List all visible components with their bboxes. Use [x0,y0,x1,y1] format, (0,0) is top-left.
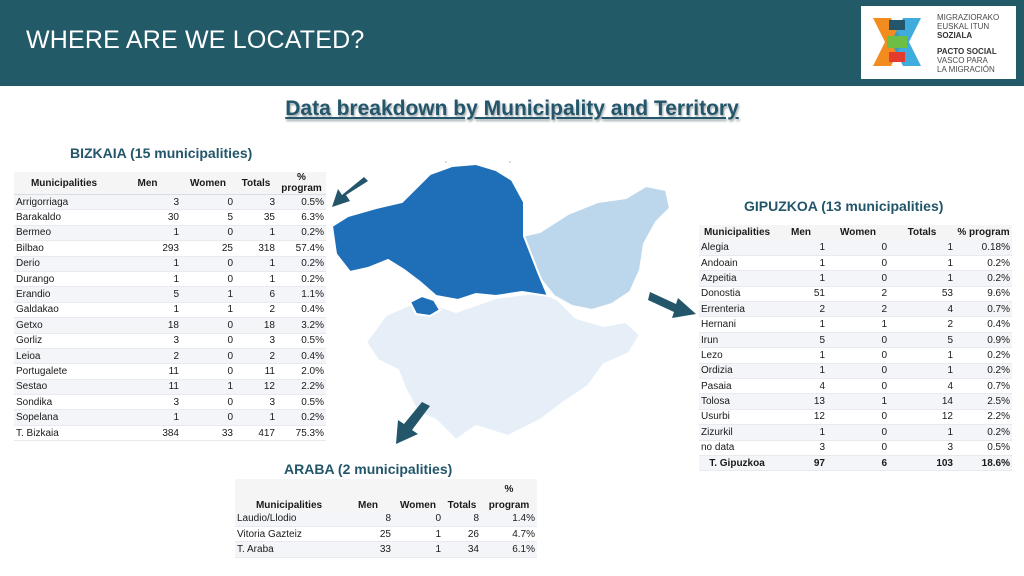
value-cell: 1 [775,255,827,270]
value-cell: 1 [889,240,955,255]
value-cell: 0 [181,348,235,363]
value-cell: 33 [343,542,393,557]
municipality-cell: Andoain [699,255,775,270]
table-row [235,511,537,526]
column-header: Men [775,225,827,240]
municipality-cell: Usurbi [699,409,775,424]
value-cell: 11 [114,379,181,394]
value-cell: 4 [775,379,827,394]
value-cell: 1 [889,255,955,270]
value-cell: 26 [443,526,481,541]
orduna-enclave [410,296,440,316]
municipality-cell: T. Gipuzkoa [699,455,775,470]
value-cell: 2 [827,302,889,317]
value-cell: 5 [889,332,955,347]
value-cell: 18 [235,318,277,333]
value-cell: 3 [114,333,181,348]
table-row [14,379,326,394]
value-cell: 318 [235,241,277,256]
value-cell: 6.1% [481,542,537,557]
table-row [14,302,326,317]
logo [861,6,1016,79]
municipality-cell: Portugalete [14,364,114,379]
table-row [14,395,326,410]
municipality-cell: Galdakao [14,302,114,317]
table-row [235,526,537,541]
value-cell: 0 [827,240,889,255]
value-cell: 18.6% [955,455,1012,470]
value-cell: 1 [889,363,955,378]
value-cell: 3 [114,195,181,210]
value-cell: 0.18% [955,240,1012,255]
value-cell: 75.3% [277,425,326,440]
logo-line-4: PACTO SOCIAL [937,47,997,56]
value-cell: 0 [181,318,235,333]
value-cell: 0 [827,409,889,424]
table-header-row [699,225,1012,240]
value-cell: 3 [889,440,955,455]
table-row [699,286,1012,301]
value-cell: 14 [889,394,955,409]
value-cell: 6 [827,455,889,470]
column-header: Women [393,495,443,511]
value-cell: 0.2% [955,425,1012,440]
column-header: Municipalities [699,225,775,240]
value-cell: 33 [181,425,235,440]
column-header: Municipalities [14,172,114,195]
value-cell: 1 [827,394,889,409]
table-row [235,542,537,557]
column-header: Men [343,495,393,511]
logo-line-3: SOZIALA [937,31,973,40]
table-row [699,317,1012,332]
value-cell: 2 [114,348,181,363]
table-row [699,271,1012,286]
municipality-cell: Vitoria Gazteiz [235,526,343,541]
value-cell: 5 [775,332,827,347]
value-cell: 0 [181,195,235,210]
column-header: Totals [235,172,277,195]
value-cell: 3 [235,395,277,410]
column-header: Totals [889,225,955,240]
value-cell: 18 [114,318,181,333]
value-cell: 0.4% [277,348,326,363]
value-cell: 0.7% [955,379,1012,394]
municipality-cell: T. Araba [235,542,343,557]
value-cell: 2 [775,302,827,317]
value-cell: 6 [235,287,277,302]
value-cell: 0 [827,425,889,440]
value-cell: 1 [181,302,235,317]
value-cell: 0 [827,363,889,378]
value-cell: 0 [827,379,889,394]
value-cell: 4 [889,379,955,394]
municipality-cell: Arrigorriaga [14,195,114,210]
basque-country-map [326,150,678,450]
value-cell: 8 [443,511,481,526]
value-cell: 25 [181,241,235,256]
value-cell: 0.2% [277,225,326,240]
table-row [699,302,1012,317]
value-cell: 384 [114,425,181,440]
value-cell: 1 [393,526,443,541]
header-bar [0,0,1024,86]
value-cell: 0.2% [277,271,326,286]
table-row [14,425,326,440]
value-cell: 2.0% [277,364,326,379]
municipality-cell: Laudio/Llodio [235,511,343,526]
table-row [699,425,1012,440]
value-cell: 34 [443,542,481,557]
value-cell: 2.2% [277,379,326,394]
value-cell: 0 [827,348,889,363]
column-header: Women [827,225,889,240]
value-cell: 1 [775,271,827,286]
municipality-cell: Tolosa [699,394,775,409]
value-cell: 2.5% [955,394,1012,409]
value-cell: 9.6% [955,286,1012,301]
value-cell: 1 [235,256,277,271]
municipality-cell: Getxo [14,318,114,333]
column-header: % program [277,172,326,195]
value-cell: 11 [235,364,277,379]
municipality-cell: Sopelana [14,410,114,425]
logo-line-6: LA MIGRACIÓN [937,65,995,74]
value-cell: 0.5% [277,195,326,210]
value-cell: 3 [235,195,277,210]
column-header: Women [181,172,235,195]
table-row [699,240,1012,255]
municipality-cell: Sestao [14,379,114,394]
municipality-cell: Ordizia [699,363,775,378]
value-cell: 11 [114,364,181,379]
municipality-cell: Derio [14,256,114,271]
value-cell: 1 [775,348,827,363]
table-row [14,318,326,333]
column-header: Men [114,172,181,195]
value-cell: 0.2% [277,256,326,271]
municipality-cell: Zizurkil [699,425,775,440]
value-cell: 25 [343,526,393,541]
municipality-cell: Azpeitia [699,271,775,286]
value-cell: 0.9% [955,332,1012,347]
value-cell: 1 [827,317,889,332]
municipality-cell: Bermeo [14,225,114,240]
value-cell: 51 [775,286,827,301]
logo-line-1: MIGRAZIORAKO [937,13,1000,22]
value-cell: 0.5% [277,395,326,410]
value-cell: 0.4% [955,317,1012,332]
logo-line-2: EUSKAL ITUN [937,22,990,31]
table-row [14,210,326,225]
municipality-cell: T. Bizkaia [14,425,114,440]
value-cell: 0.2% [955,348,1012,363]
value-cell: 103 [889,455,955,470]
value-cell: 97 [775,455,827,470]
logo-line-5: VASCO PARA [937,56,988,65]
table-row [699,363,1012,378]
value-cell: 417 [235,425,277,440]
value-cell: 3 [114,395,181,410]
value-cell: 1 [775,317,827,332]
value-cell: 0 [181,256,235,271]
column-header: Municipalities [235,495,343,511]
table-total-row [699,455,1012,470]
table-row [699,332,1012,347]
value-cell: 1.1% [277,287,326,302]
value-cell: 0 [181,410,235,425]
value-cell: 1 [889,425,955,440]
table-row [14,333,326,348]
arrow-to-araba-icon [390,402,432,448]
value-cell: 1 [235,271,277,286]
value-cell: 0 [827,440,889,455]
value-cell: 57.4% [277,241,326,256]
table-row [14,364,326,379]
municipality-cell: Erandio [14,287,114,302]
value-cell: 1 [775,240,827,255]
municipality-cell: Gorliz [14,333,114,348]
value-cell: 1 [775,363,827,378]
value-cell: 0 [181,225,235,240]
value-cell: 1 [181,287,235,302]
table-row [699,394,1012,409]
municipality-cell: Lezo [699,348,775,363]
bizkaia-title: BIZKAIA (15 municipalities) [70,145,253,161]
arrow-to-gipuzkoa-icon [648,284,698,322]
table-row [14,287,326,302]
table-row [699,255,1012,270]
value-cell: 3 [775,440,827,455]
value-cell: 1 [114,225,181,240]
value-cell: 3.2% [277,318,326,333]
value-cell: 0.4% [277,302,326,317]
municipality-cell: no data [699,440,775,455]
value-cell: 1 [889,271,955,286]
value-cell: 0 [393,511,443,526]
value-cell: 0 [181,271,235,286]
value-cell: 0 [181,395,235,410]
value-cell: 4 [889,302,955,317]
value-cell: 0 [827,255,889,270]
value-cell: 1 [114,271,181,286]
table-row [14,241,326,256]
table-row [14,225,326,240]
value-cell: 4.7% [481,526,537,541]
value-cell: 13 [775,394,827,409]
value-cell: 293 [114,241,181,256]
municipality-cell: Alegia [699,240,775,255]
value-cell: 0.2% [955,271,1012,286]
section-subtitle: Data breakdown by Municipality and Territory [285,97,739,120]
value-cell: 1 [181,379,235,394]
table-header-row [235,479,537,495]
page-title: WHERE ARE WE LOCATED? [26,26,365,54]
value-cell: 1.4% [481,511,537,526]
value-cell: 1 [889,348,955,363]
table-row [14,348,326,363]
column-header: % program [955,225,1012,240]
table-row [699,409,1012,424]
value-cell: 1 [235,225,277,240]
municipality-cell: Irun [699,332,775,347]
table-row [14,195,326,210]
value-cell: 53 [889,286,955,301]
value-cell: 0 [181,364,235,379]
value-cell: 8 [343,511,393,526]
municipality-cell: Bilbao [14,241,114,256]
column-header: % [481,479,537,495]
table-row [14,271,326,286]
table-header-row [14,172,326,195]
value-cell: 35 [235,210,277,225]
arrow-to-bizkaia-icon [330,175,372,211]
value-cell: 1 [114,410,181,425]
table-row [699,440,1012,455]
value-cell: 2 [889,317,955,332]
value-cell: 1 [114,302,181,317]
value-cell: 12 [235,379,277,394]
value-cell: 12 [889,409,955,424]
araba-title: ARABA (2 municipalities) [284,461,453,477]
value-cell: 5 [114,287,181,302]
value-cell: 0.2% [955,255,1012,270]
value-cell: 3 [235,333,277,348]
logo-mark-icon [867,12,927,72]
bizkaia-table [14,172,326,441]
value-cell: 0 [181,333,235,348]
municipality-cell: Errenteria [699,302,775,317]
municipality-cell: Barakaldo [14,210,114,225]
table-header-row [235,495,537,511]
value-cell: 1 [393,542,443,557]
table-row [14,256,326,271]
value-cell: 0.2% [277,410,326,425]
table-row [699,348,1012,363]
araba-table [235,479,537,558]
value-cell: 30 [114,210,181,225]
value-cell: 2 [235,302,277,317]
municipality-cell: Donostia [699,286,775,301]
value-cell: 2.2% [955,409,1012,424]
value-cell: 2 [235,348,277,363]
gipuzkoa-table [699,225,1012,471]
municipality-cell: Pasaia [699,379,775,394]
value-cell: 0.5% [277,333,326,348]
value-cell: 0.7% [955,302,1012,317]
value-cell: 0.5% [955,440,1012,455]
gipuzkoa-title: GIPUZKOA (13 municipalities) [744,198,944,214]
column-header: program [481,495,537,511]
value-cell: 1 [114,256,181,271]
value-cell: 1 [235,410,277,425]
table-row [699,379,1012,394]
value-cell: 5 [181,210,235,225]
value-cell: 0 [827,332,889,347]
value-cell: 6.3% [277,210,326,225]
municipality-cell: Durango [14,271,114,286]
column-header: Totals [443,495,481,511]
table-row [14,410,326,425]
value-cell: 1 [775,425,827,440]
municipality-cell: Hernani [699,317,775,332]
value-cell: 12 [775,409,827,424]
municipality-cell: Sondika [14,395,114,410]
municipality-cell: Leioa [14,348,114,363]
value-cell: 0 [827,271,889,286]
value-cell: 2 [827,286,889,301]
value-cell: 0.2% [955,363,1012,378]
